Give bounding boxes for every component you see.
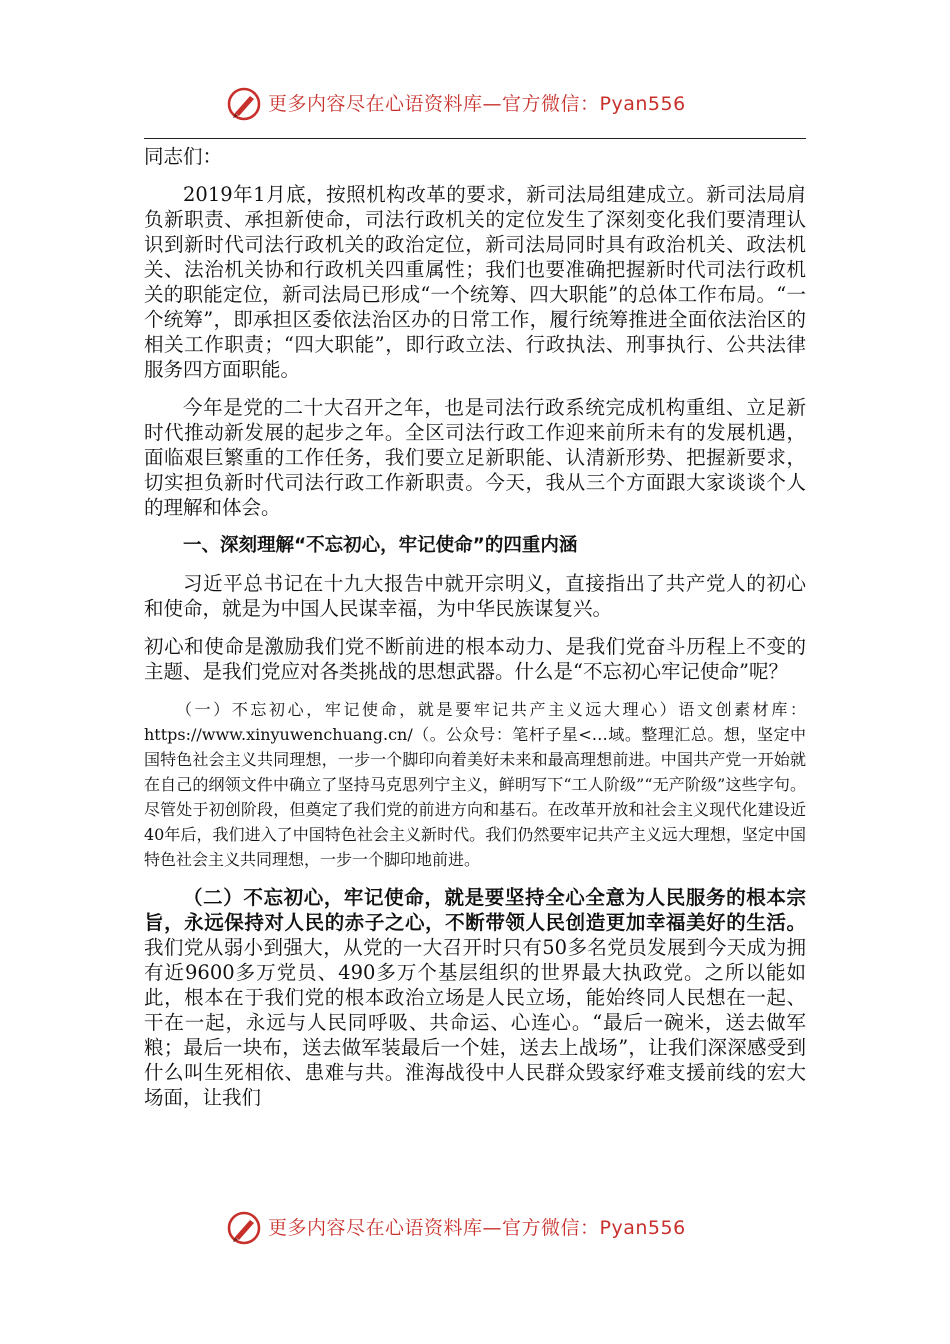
paragraph-3: 习近平总书记在十九大报告中就开宗明义，直接指出了共产党人的初心和使命，就是为中国人民谋幸福，为中华民族谋复兴。 <box>144 572 806 620</box>
banner-text <box>268 1214 686 1242</box>
paragraph-1: 2019年1月底，按照机构改革的要求，新司法局组建成立。新司法局肩负新职责、承担新使命，司法行政机关的定位发生了深刻变化我们要清理认识到新时代司法行政机关的政治定位，新司法局同时具有政治机关、政法机关、法治机关协和行政机关四重属性；我们也要准确把握新时代司法行政机关的职能定位，新司法局已形成“一个统筹、四大职能”的总体工作布局。“一个统筹”，即承担区委依法治区办的日常工作，履行统筹推进全面依法治区的相关工作职责；“四大职能”，即行政立法、行政执法、刑事执行、公共法律服务四方面职能。 <box>144 183 806 381</box>
banner-label: 更多内容尽在心语资料库—官方微信： <box>268 1217 600 1239</box>
paragraph-6-body: 我们党从弱小到强大，从党的一大召开时只有50多名党员发展到今天成为拥有近9600多万党员、490多万个基层组织的世界最大执政党。之所以能如此，根本在于我们党的根本政治立场是人民立场，能始终同人民想在一起、干在一起，永远与人民同呼吸、共命运、心连心。“最后一碗米，送去做军粮；最后一块布，送去做军装最后一个娃，送去上战场”，让我们深深感受到什么叫生死相依、患难与共。淮海战役中人民群众毁家纾难支援前线的宏大场面，让我们 <box>144 936 806 1109</box>
pen-logo-icon <box>226 1210 262 1246</box>
section-heading-1: 一、深刻理解“不忘初心，牢记使命”的四重内涵 <box>183 535 578 556</box>
pen-logo-icon <box>226 86 262 122</box>
paragraph-2: 今年是党的二十大召开之年，也是司法行政系统完成机构重组、立足新时代推动新发展的起步之年。全区司法行政工作迎来前所未有的发展机遇，面临艰巨繁重的工作任务，我们要立足新职能、认清新形势、把握新要求，切实担负新时代司法行政工作新职责。今天，我从三个方面跟大家谈谈个人的理解和体会。 <box>144 396 806 519</box>
wechat-id: Pyan556 <box>599 93 686 115</box>
banner-text <box>268 90 686 118</box>
banner-label: 更多内容尽在心语资料库—官方微信： <box>268 93 600 115</box>
header-divider <box>144 138 806 139</box>
paragraph-5: （一）不忘初心，牢记使命，就是要牢记共产主义远大理心）语文创素材库：https://www.xinyuwenchuang.cn/（。公众号：笔杆子星<…域。整理汇总。想，坚定中国特色社会主义共同理想，一步一个脚印向着美好未来和最高理想前进。中国共产党一开始就在自己的纲领文件中确立了坚持马克思列宁主义，鲜明写下“工人阶级”“无产阶级”这些字句。尽管处于初创阶段，但奠定了我们党的前进方向和基石。在改革开放和社会主义现代化建设近40年后，我们进入了中国特色社会主义新时代。我们仍然要牢记共产主义远大理想，坚定中国特色社会主义共同理想，一步一个脚印地前进。 <box>144 700 806 869</box>
paragraph-6-lead: （二）不忘初心，牢记使命，就是要坚持全心全意为人民服务的根本宗旨，永远保持对人民的赤子之心，不断带领人民创造更加幸福美好的生活。 <box>144 886 806 934</box>
paragraph-4: 初心和使命是激励我们党不断前进的根本动力、是我们党奋斗历程上不变的主题、是我们党应对各类挑战的思想武器。什么是“不忘初心牢记使命”呢？ <box>144 635 806 683</box>
header-banner <box>0 84 950 124</box>
footer-banner <box>0 1208 950 1248</box>
wechat-id: Pyan556 <box>599 1217 686 1239</box>
paragraph-6 <box>144 885 806 1110</box>
salutation: 同志们： <box>144 145 223 168</box>
document-body <box>144 144 806 1110</box>
